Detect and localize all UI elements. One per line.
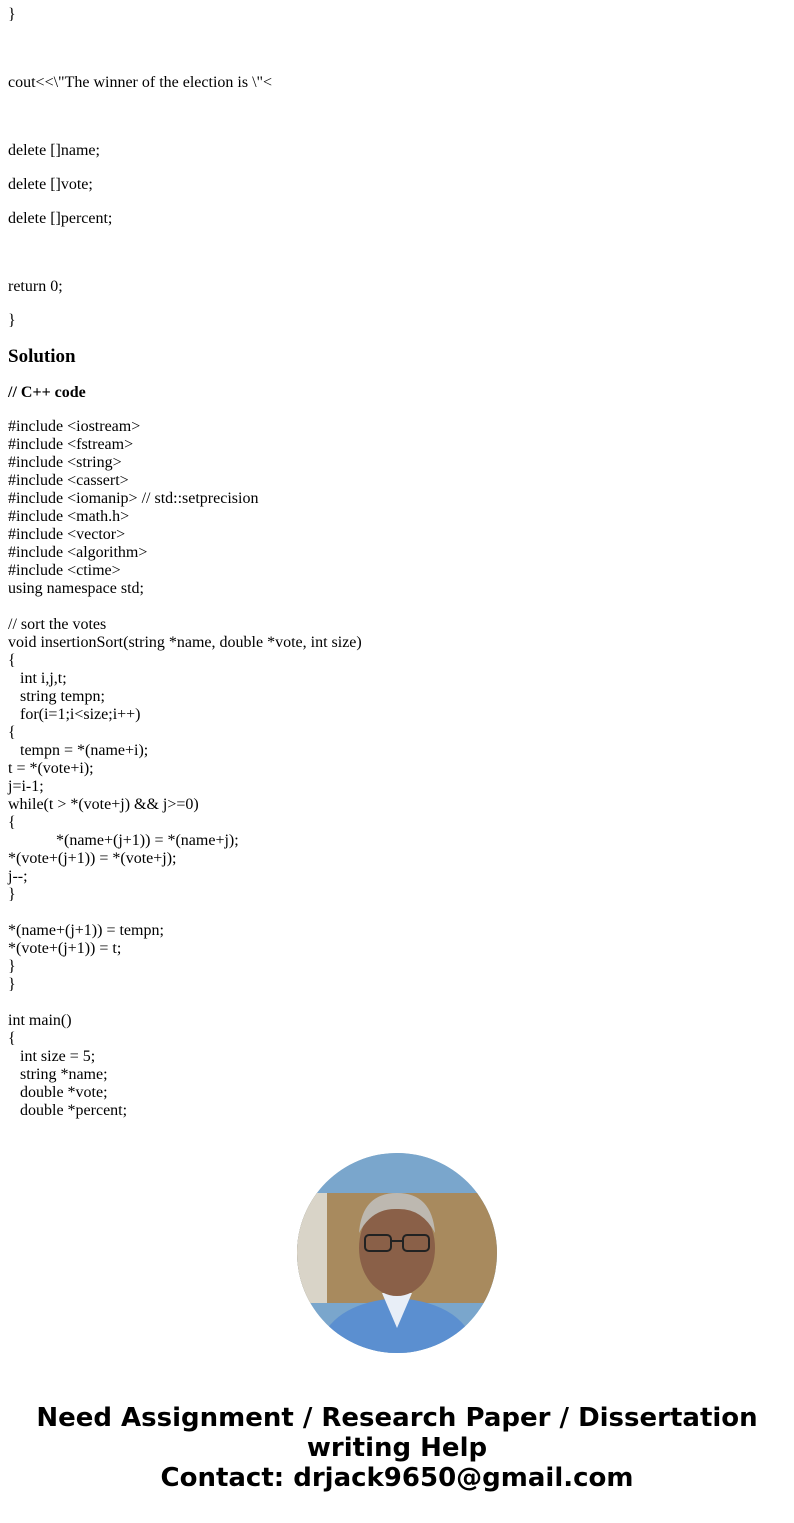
code-line: using namespace std; [8,580,144,597]
code-line: void insertionSort(string *name, double *vote, int size) [8,634,362,651]
document-body [8,0,788,1120]
blank-paragraph [8,108,788,126]
footer-line-1: Need Assignment / Research Paper / Dissertation [36,1403,758,1433]
code-line: tempn = *(name+i); [8,742,149,759]
code-line: int main() [8,1012,72,1029]
footer-contact-banner [0,1403,794,1493]
text-paragraph: } [8,312,16,329]
code-line [8,994,788,1012]
code-line: #include <algorithm> [8,544,148,561]
question-code-paragraphs [8,0,788,330]
code-line: for(i=1;i<size;i++) [8,706,141,723]
code-line: #include <string> [8,454,122,471]
text-paragraph: delete []name; [8,142,100,159]
footer-line-2: writing Help [306,1433,488,1463]
text-paragraph: delete []vote; [8,176,93,193]
footer-contact-email: Contact: drjack9650@gmail.com [160,1463,634,1493]
code-line: j=i-1; [8,778,44,795]
code-line: #include <cassert> [8,472,129,489]
code-line: string tempn; [8,688,105,705]
code-line: #include <iostream> [8,418,141,435]
blank-paragraph [8,244,788,262]
text-paragraph: cout<<\"The winner of the election is \"< [8,74,273,91]
author-avatar-photo [297,1153,497,1353]
text-paragraph: delete []percent; [8,210,113,227]
code-line: { [8,652,16,669]
blank-paragraph [8,40,788,58]
code-line: while(t > *(vote+j) && j>=0) [8,796,199,813]
code-line: double *percent; [8,1102,128,1119]
text-paragraph: return 0; [8,278,63,295]
code-line: double *vote; [8,1084,108,1101]
code-line: #include <ctime> [8,562,121,579]
solution-heading: Solution [8,346,76,367]
code-line: #include <math.h> [8,508,130,525]
code-line: { [8,814,16,831]
code-line: { [8,724,16,741]
code-line: int size = 5; [8,1048,96,1065]
code-line: } [8,886,16,903]
code-line: #include <iomanip> // std::setprecision [8,490,259,507]
code-line: t = *(vote+i); [8,760,94,777]
code-line: { [8,1030,16,1047]
code-line: } [8,976,16,993]
person-portrait-icon [297,1153,497,1353]
code-line: #include <fstream> [8,436,134,453]
code-line: #include <vector> [8,526,126,543]
code-heading: // C++ code [8,384,86,401]
code-line: *(vote+(j+1)) = *(vote+j); [8,850,177,867]
text-paragraph: } [8,6,16,23]
code-line: *(name+(j+1)) = *(name+j); [8,832,239,849]
code-block [8,418,788,1120]
code-line: // sort the votes [8,616,107,633]
code-line: } [8,958,16,975]
code-line [8,598,788,616]
code-line: j--; [8,868,28,885]
code-line: *(vote+(j+1)) = t; [8,940,122,957]
code-line: int i,j,t; [8,670,67,687]
code-line: *(name+(j+1)) = tempn; [8,922,164,939]
code-line [8,904,788,922]
code-line: string *name; [8,1066,108,1083]
